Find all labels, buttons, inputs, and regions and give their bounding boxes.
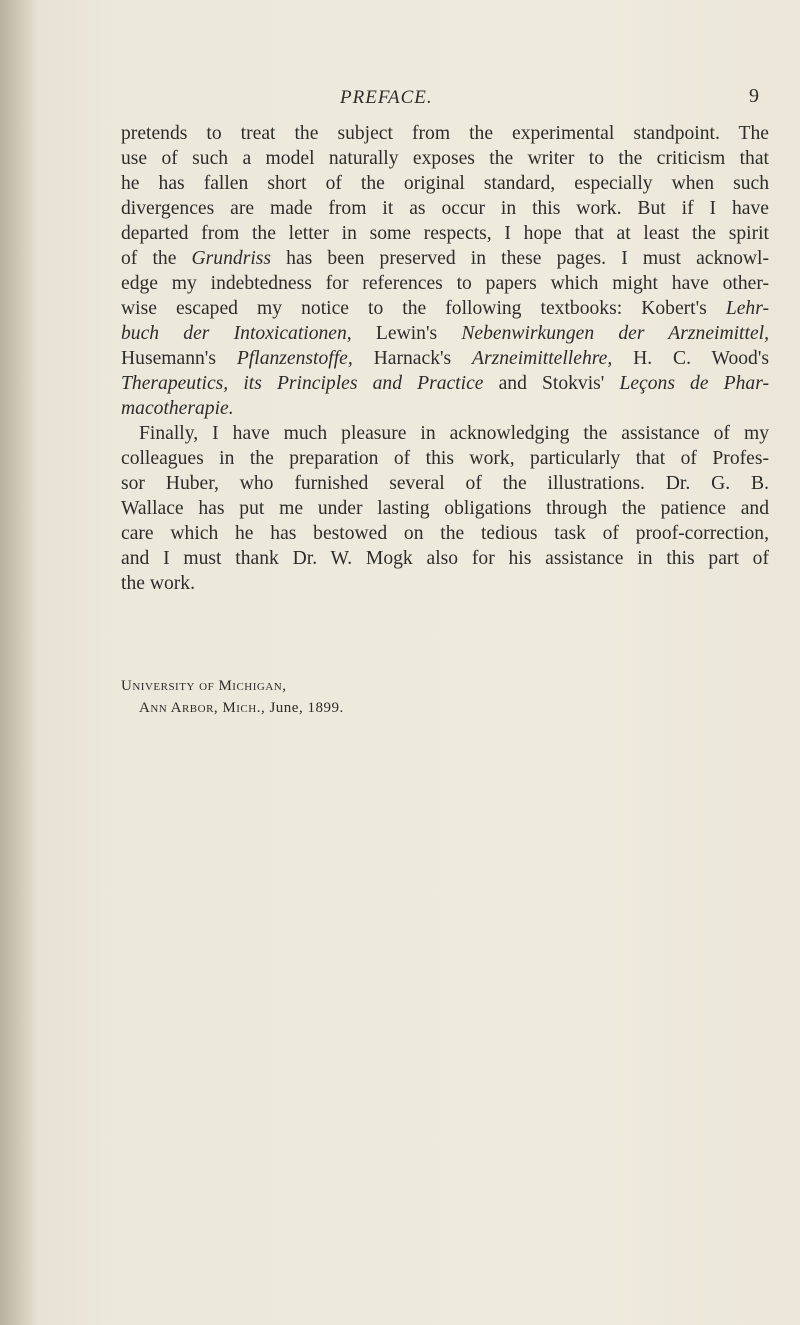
text-run: Harnack's [352,348,473,369]
text-line: divergences are made from it as occur in this work. But if I have [121,198,769,219]
book-title-pharmacotherapie: macotherapie. [121,398,234,419]
signature-city: Ann Arbor, Mich., [139,700,266,716]
book-title-grundriss: Grundriss [191,248,272,269]
signature-institution: University of Michigan, [121,678,287,694]
text-line: and I must thank Dr. W. Mogk also for his assistance in this part of [121,548,769,569]
text-run: and Stokvis' [483,373,620,394]
text-run: of the [121,248,192,269]
signature-date: June, 1899. [265,700,344,716]
text-line: the work. [121,573,196,594]
book-title-kobert: Lehr- [725,298,769,319]
signature-block [121,675,344,719]
text-line [121,246,769,271]
text-run: has been preserved in these pages. I must acknowl- [271,248,769,269]
page-header [0,87,800,113]
book-title-nebenwirkungen: Nebenwirkungen der Arzneimittel, [461,323,769,344]
text-run: Husemann's [121,348,237,369]
text-line [121,346,769,371]
text-line [121,321,769,346]
page-number: 9 [749,85,759,107]
text-line: edge my indebtedness for references to papers which might have other- [121,273,769,294]
text-run: H. C. Wood's [612,348,770,369]
text-line: colleagues in the preparation of this work, particularly that of Profes- [121,448,769,469]
spine-shadow [0,0,38,1325]
text-line [121,371,769,396]
text-line: sor Huber, who furnished several of the illustrations. Dr. G. B. [121,473,769,494]
text-line [121,396,769,421]
text-line [121,296,769,321]
book-title-therapeutics: Therapeutics, its Principles and Practice [121,373,484,394]
running-head: PREFACE. [340,87,433,108]
book-title-pflanzenstoffe: Pflanzenstoffe, [236,348,353,369]
signature-place [121,697,344,719]
preface-body [121,121,769,596]
text-line: Finally, I have much pleasure in acknowledging the assistance of my [139,423,769,444]
book-title-arzneimittellehre: Arzneimittellehre, [472,348,613,369]
book-title-intoxicationen: buch der Intoxicationen, [121,323,352,344]
book-title-lecons: Leçons de Phar- [619,373,769,394]
text-line: care which he has bestowed on the tedious task of proof-correction, [121,523,769,544]
text-line: use of such a model naturally exposes the writer to the criticism that [121,148,769,169]
text-line: he has fallen short of the original standard, especially when such [121,173,769,194]
text-line: departed from the letter in some respects, I hope that at least the spirit [121,223,769,244]
text-run: Lewin's [351,323,462,344]
text-line: Wallace has put me under lasting obligations through the patience and [121,498,769,519]
text-run: wise escaped my notice to the following textbooks: Kobert's [121,298,707,319]
text-line: pretends to treat the subject from the experimental standpoint. The [121,123,769,144]
